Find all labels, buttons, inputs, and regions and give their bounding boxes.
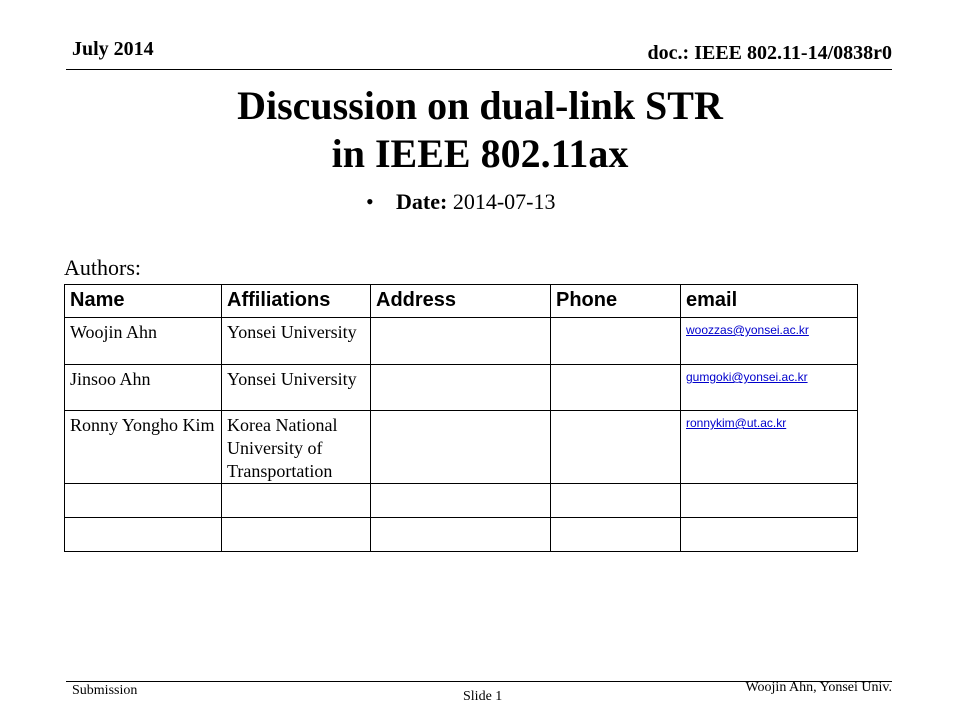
table-cell-name — [65, 484, 222, 518]
table-row — [65, 484, 858, 518]
column-header: Phone — [551, 285, 681, 318]
table-row — [65, 411, 858, 484]
table-cell-phone — [551, 411, 681, 484]
table-cell-name: Jinsoo Ahn — [65, 365, 222, 411]
footer-slide-number: Slide 1 — [463, 689, 503, 704]
header-divider — [66, 69, 892, 70]
table-cell-address — [371, 484, 551, 518]
table-cell-address — [371, 365, 551, 411]
table-cell-phone — [551, 484, 681, 518]
date-value: 2014-07-13 — [452, 189, 556, 214]
bullet-icon: • — [366, 189, 374, 214]
column-header: email — [681, 285, 858, 318]
date-label: Date: — [396, 189, 448, 214]
table-row — [65, 318, 858, 365]
footer-submission: Submission — [72, 683, 138, 698]
slide-title — [0, 82, 960, 178]
header-date: July 2014 — [72, 38, 154, 60]
slide-title-line-1: Discussion on dual-link STR — [237, 83, 723, 128]
table-cell-name: Woojin Ahn — [65, 318, 222, 365]
table-cell-affiliation — [222, 518, 371, 552]
authors-table — [64, 284, 858, 552]
table-cell-email — [681, 484, 858, 518]
column-header: Affiliations — [222, 285, 371, 318]
column-header: Address — [371, 285, 551, 318]
email-link[interactable]: ronnykim@ut.ac.kr — [686, 416, 787, 430]
table-cell-address — [371, 518, 551, 552]
table-cell-phone — [551, 365, 681, 411]
table-header-row — [65, 285, 858, 318]
table-cell-email — [681, 518, 858, 552]
table-cell-affiliation — [222, 484, 371, 518]
footer-author: Woojin Ahn, Yonsei Univ. — [745, 680, 892, 695]
table-cell-name: Ronny Yongho Kim — [65, 411, 222, 484]
table-cell-affiliation: Yonsei University — [222, 365, 371, 411]
table-cell-address — [371, 318, 551, 365]
table-cell-affiliation: Yonsei University — [222, 318, 371, 365]
table-cell-name — [65, 518, 222, 552]
table-cell-address — [371, 411, 551, 484]
table-cell-affiliation: Korea National University of Transportation — [222, 411, 371, 484]
email-link[interactable]: woozzas@yonsei.ac.kr — [686, 323, 809, 337]
header-doc-id: doc.: IEEE 802.11-14/0838r0 — [647, 42, 892, 64]
email-link[interactable]: gumgoki@yonsei.ac.kr — [686, 370, 808, 384]
table-cell-email — [681, 411, 858, 484]
slide-title-line-2: in IEEE 802.11ax — [331, 131, 629, 176]
table-cell-email — [681, 318, 858, 365]
table-cell-phone — [551, 518, 681, 552]
date-bullet-item — [366, 189, 555, 215]
table-row — [65, 518, 858, 552]
table-row — [65, 365, 858, 411]
authors-label: Authors: — [64, 255, 141, 280]
table-cell-phone — [551, 318, 681, 365]
column-header: Name — [65, 285, 222, 318]
table-cell-email — [681, 365, 858, 411]
